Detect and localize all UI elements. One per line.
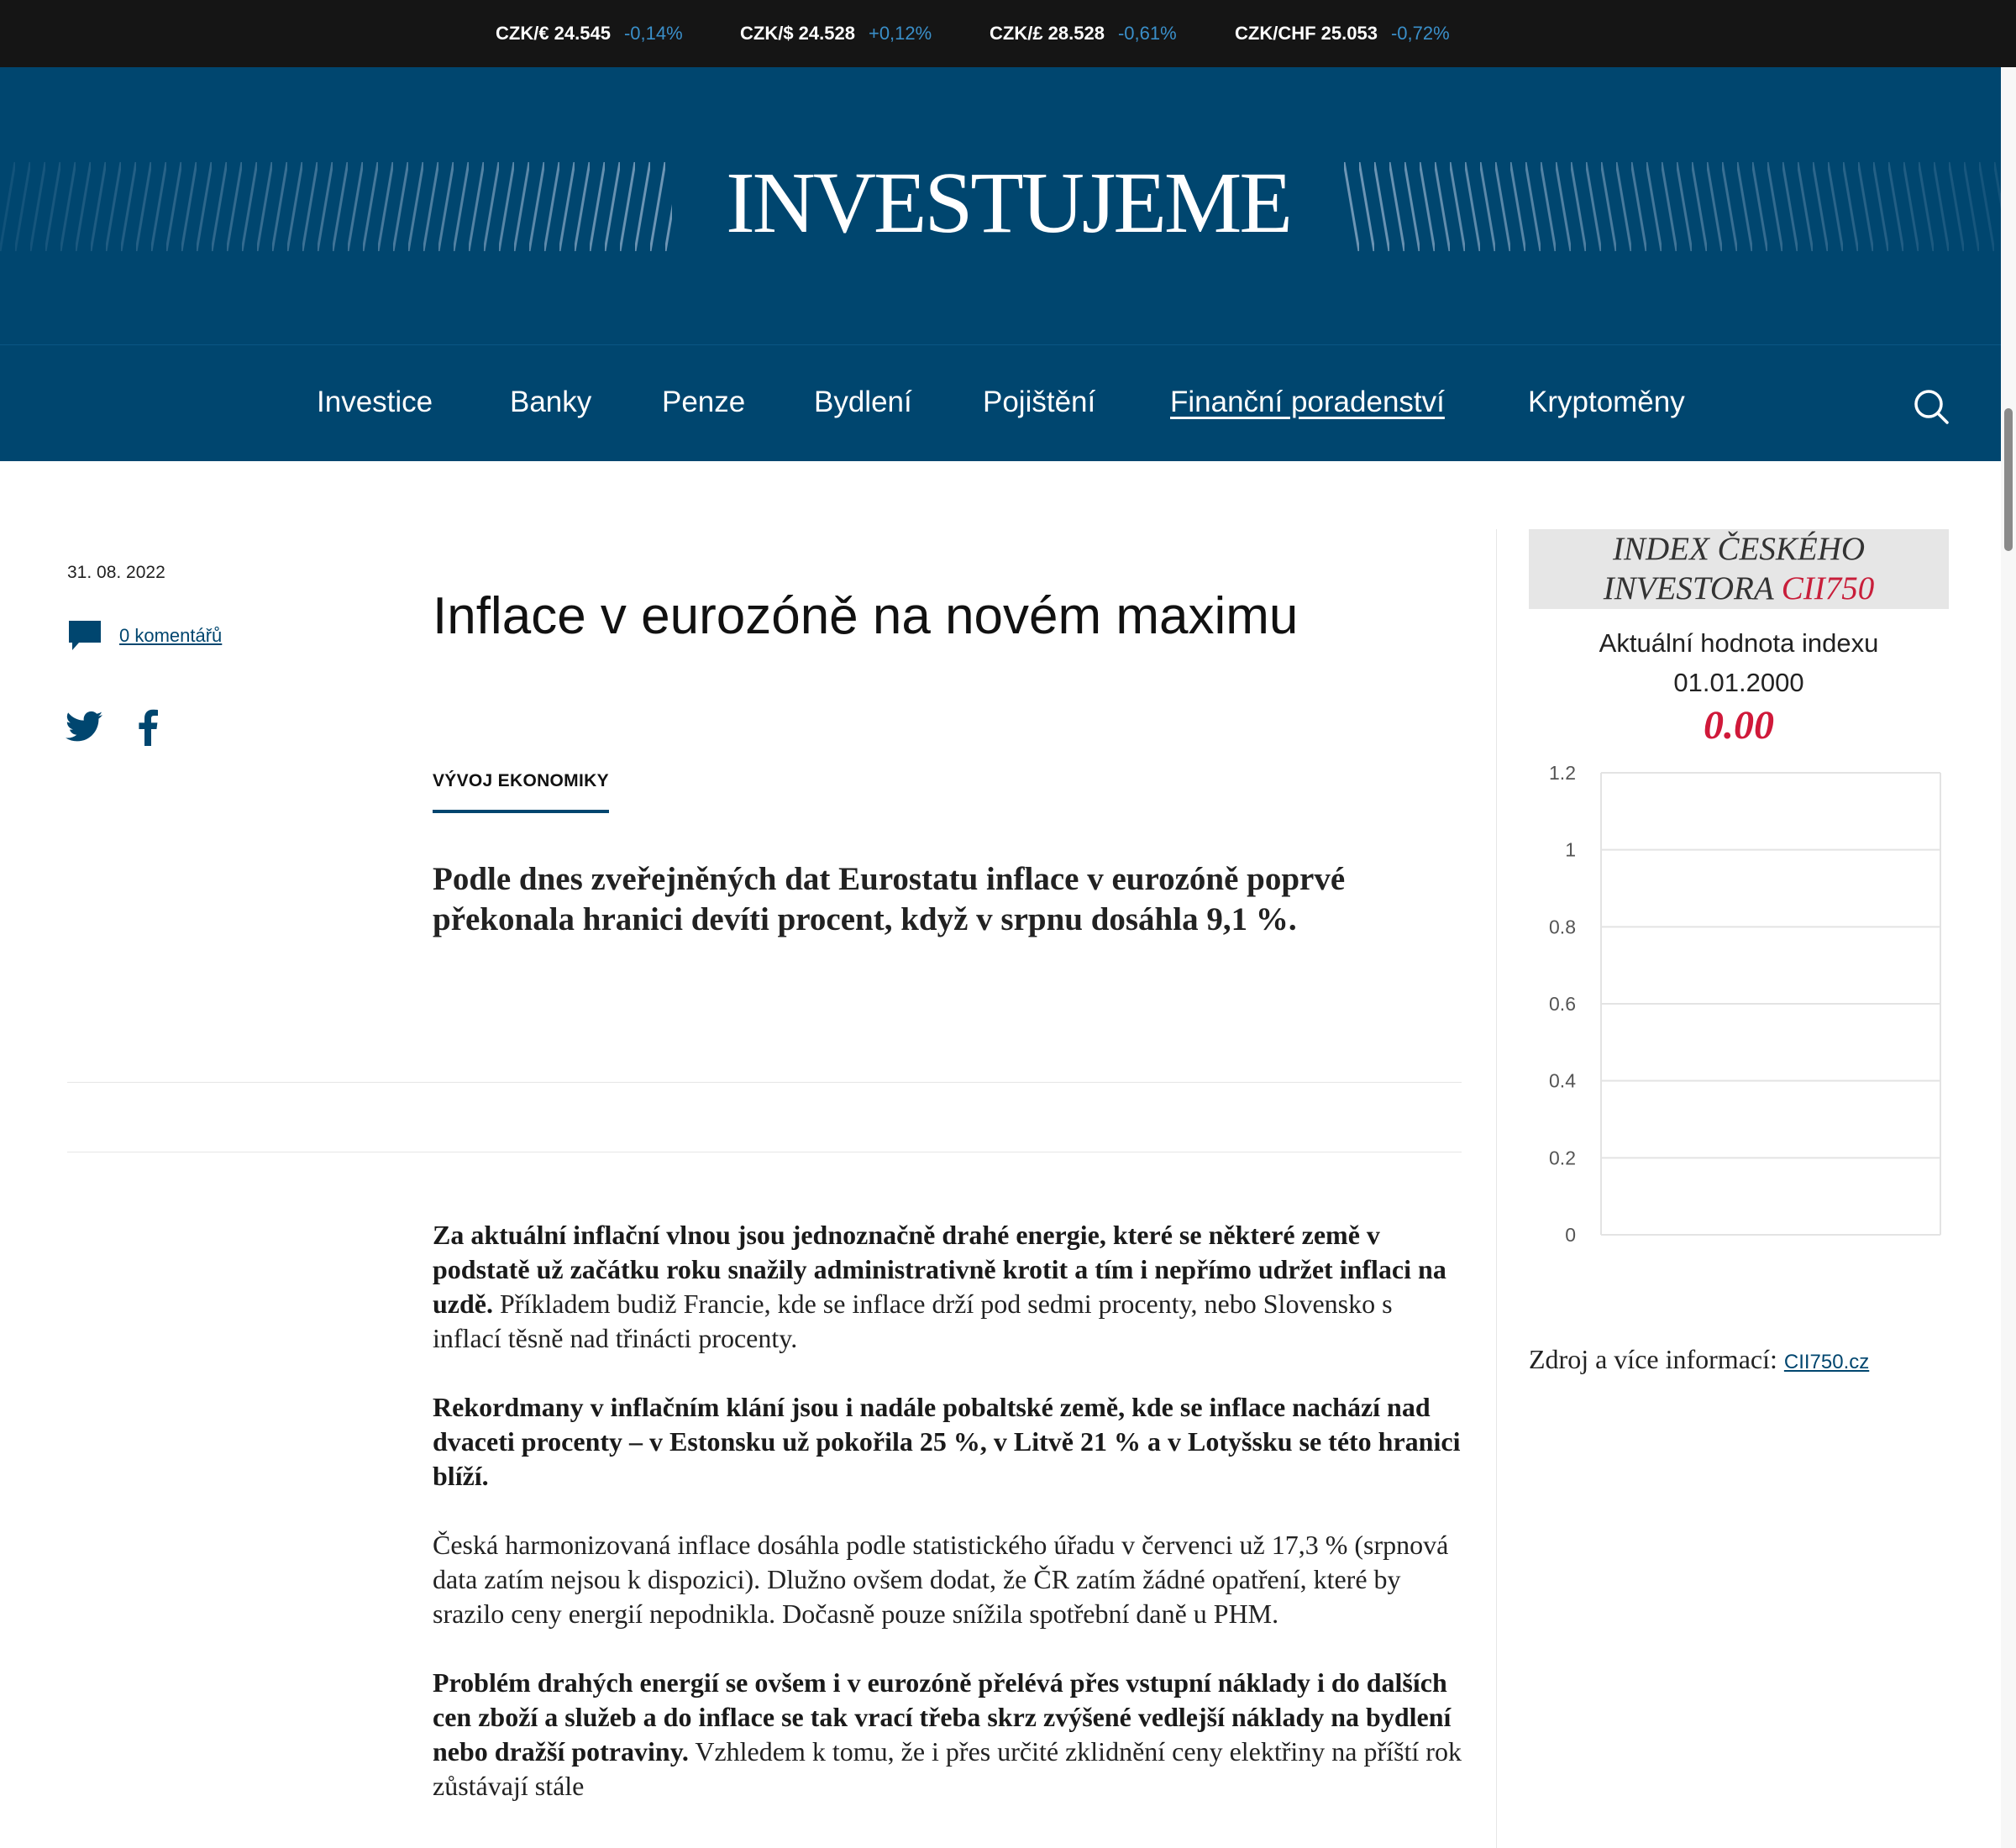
chart-y-tick-label: 0 bbox=[1565, 1224, 1576, 1246]
chart-y-tick-label: 0.8 bbox=[1549, 916, 1576, 938]
index-date: 01.01.2000 bbox=[1673, 668, 1804, 697]
scrollbar-track[interactable] bbox=[2001, 67, 2016, 1848]
ticker-usd[interactable] bbox=[740, 0, 932, 67]
index-code: CII750 bbox=[1781, 570, 1875, 606]
ticker-pair: CZK/£ 28.528 bbox=[990, 23, 1105, 44]
ticker-gbp[interactable] bbox=[990, 0, 1177, 67]
index-widget-title: INDEX ČESKÉHO INVESTORA CII750 bbox=[1529, 529, 1949, 609]
chart-y-tick-label: 0.4 bbox=[1549, 1069, 1576, 1092]
ticker-eur[interactable] bbox=[496, 0, 683, 67]
search-icon[interactable] bbox=[1912, 387, 1950, 426]
site-logo[interactable]: INVESTUJEME bbox=[726, 155, 1290, 251]
twitter-icon[interactable] bbox=[66, 711, 102, 743]
index-value-label: Aktuální hodnota indexu bbox=[1599, 628, 1879, 658]
article-category[interactable]: VÝVOJ EKONOMIKY bbox=[433, 771, 609, 813]
article-paragraph: Za aktuální inflační vlnou jsou jednoznačně drahé energie, které se některé země v podstatě už začátku roku snažily administrativně krotit a tím i nepřímo udržet inflaci na uzdě. Příkladem budiž Francie, kde se inflace drží pod sedmi procenty, nebo Slovensko s inflací těsně nad třinácti procenty. bbox=[433, 1220, 1446, 1353]
divider bbox=[67, 1082, 1462, 1083]
scrollbar-thumb[interactable] bbox=[2004, 408, 2013, 551]
article-date: 31. 08. 2022 bbox=[67, 563, 165, 582]
index-source: Zdroj a více informací: CII750.cz bbox=[1529, 1344, 1870, 1374]
ticker-pair: CZK/$ 24.528 bbox=[740, 23, 855, 44]
ticker-change: -0,61% bbox=[1117, 23, 1177, 44]
ticker-pair: CZK/€ 24.545 bbox=[496, 23, 611, 44]
nav-item-kryptomeny[interactable]: Kryptoměny bbox=[1528, 386, 1685, 418]
comments-link[interactable] bbox=[67, 619, 222, 653]
nav-item-financni-poradenstvi[interactable]: Finanční poradenství bbox=[1170, 386, 1445, 418]
nav-item-investice[interactable]: Investice bbox=[317, 386, 433, 418]
article-title: Inflace v eurozóně na novém maximu bbox=[433, 587, 1299, 645]
comments-count-label[interactable]: 0 komentářů bbox=[119, 625, 223, 646]
nav-item-penze[interactable]: Penze bbox=[662, 386, 746, 418]
ticker-chf[interactable] bbox=[1235, 0, 1450, 67]
ticker-change: -0,14% bbox=[623, 23, 683, 44]
article-paragraph: Česká harmonizovaná inflace dosáhla podle statistického úřadu v červenci už 17,3 % (srpnová data zatím nejsou k dispozici). Dlužno ovšem dodat, že ČR zatím žádné opatření, které by srazilo ceny energií nepodnikla. Dočasně pouze snížila spotřební daně u PHM. bbox=[433, 1530, 1449, 1629]
ticker-change: +0,12% bbox=[868, 23, 932, 44]
site-header bbox=[0, 67, 2016, 344]
article-body bbox=[433, 1218, 1462, 1838]
article-paragraph: Problém drahých energií se ovšem i v eurozóně přelévá přes vstupní náklady i do dalších cen zboží a služeb a do inflace se tak vrací třeba skrz zvýšené vedlejší náklady na bydlení nebo dražší potraviny. Vzhledem k tomu, že i přes určité zklidnění ceny elektřiny na příští rok zůstávají stále bbox=[433, 1667, 1462, 1801]
nav-item-pojisteni[interactable]: Pojištění bbox=[983, 386, 1096, 418]
article-paragraph: Rekordmany v inflačním klání jsou i nadále pobaltské země, kde se inflace nachází nad dvaceti procenty – v Estonsku už pokořila 25 %, v Litvě 21 % a v Lotyšsku se této hranici blíží. bbox=[433, 1392, 1461, 1491]
index-chart bbox=[1529, 756, 1949, 1260]
sidebar-divider bbox=[1496, 529, 1497, 1848]
main-nav bbox=[0, 344, 2016, 461]
chart-y-tick-label: 0.6 bbox=[1549, 993, 1576, 1015]
ticker-pair: CZK/CHF 25.053 bbox=[1235, 23, 1378, 44]
currency-ticker-bar bbox=[0, 0, 2016, 67]
header-stripes-right bbox=[1344, 162, 2016, 251]
chart-y-tick-label: 0.2 bbox=[1549, 1147, 1576, 1169]
comment-icon bbox=[67, 619, 102, 653]
nav-item-bydleni[interactable]: Bydlení bbox=[814, 386, 912, 418]
index-value: 0.00 bbox=[1704, 703, 1774, 748]
index-source-link[interactable]: CII750.cz bbox=[1783, 1351, 1870, 1373]
nav-item-banky[interactable]: Banky bbox=[510, 386, 592, 418]
chart-y-tick-label: 1.2 bbox=[1549, 762, 1576, 784]
facebook-icon[interactable] bbox=[138, 709, 158, 746]
ticker-change: -0,72% bbox=[1390, 23, 1450, 44]
chart-y-tick-label: 1 bbox=[1565, 838, 1576, 861]
article-lead: Podle dnes zveřejněných dat Eurostatu inflace v eurozóně poprvé překonala hranici devíti procent, když v srpnu dosáhla 9,1 %. bbox=[433, 861, 1346, 937]
